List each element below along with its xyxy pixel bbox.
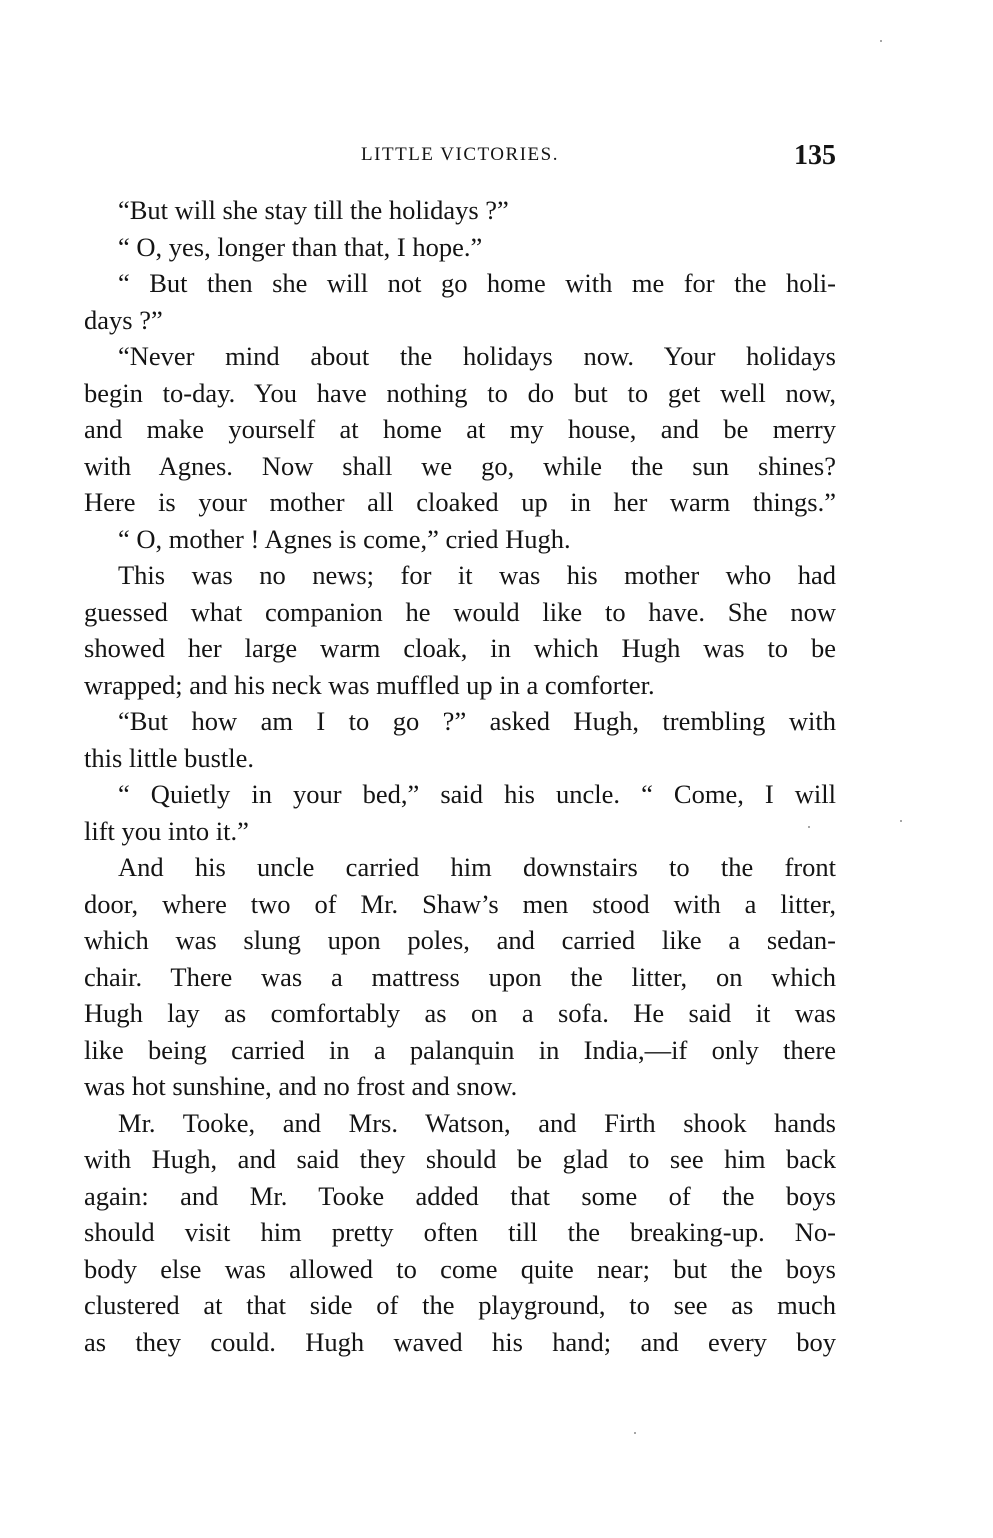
scan-speck bbox=[880, 40, 882, 42]
text-line: body else was allowed to come quite near; but the boys bbox=[84, 1253, 836, 1284]
text-line: like being carried in a palanquin in India,—if only there bbox=[84, 1034, 836, 1065]
text-line: Hugh lay as comfortably as on a sofa. He said it was bbox=[84, 998, 836, 1028]
text-line: again: and Mr. Tooke added that some of the boys bbox=[84, 1180, 836, 1211]
page-header bbox=[84, 140, 836, 176]
text-line: guessed what companion he would like to have. She now bbox=[84, 596, 836, 627]
text-line: “ Quietly in your bed,” said his uncle. “ Come, I will bbox=[118, 779, 836, 809]
text-line: Here is your mother all cloaked up in her warm things.” bbox=[84, 487, 836, 517]
text-line: with Agnes. Now shall we go, while the sun shines? bbox=[84, 450, 836, 481]
text-line: begin to-day. You have nothing to do but to get well now, bbox=[84, 377, 836, 408]
text-line: Mr. Tooke, and Mrs. Watson, and Firth shook hands bbox=[118, 1107, 836, 1138]
page-number: 135 bbox=[794, 140, 836, 171]
text-line: This was no news; for it was his mother who had bbox=[118, 560, 836, 590]
text-line: as they could. Hugh waved his hand; and every boy bbox=[84, 1326, 836, 1357]
scan-speck bbox=[808, 826, 810, 828]
scan-speck bbox=[900, 820, 902, 822]
text-line: days ?” bbox=[84, 304, 163, 335]
text-line: wrapped; and his neck was muffled up in a comforter. bbox=[84, 669, 655, 700]
text-line: clustered at that side of the playground, to see as much bbox=[84, 1290, 836, 1320]
body-text bbox=[84, 192, 836, 1360]
text-line: should visit him pretty often till the breaking-up. No- bbox=[84, 1217, 836, 1247]
scan-speck bbox=[634, 1432, 636, 1434]
text-line: this little bustle. bbox=[84, 742, 255, 773]
text-line: “But how am I to go ?” asked Hugh, trembling with bbox=[118, 706, 836, 736]
text-line: “ O, mother ! Agnes is come,” cried Hugh. bbox=[118, 523, 571, 554]
text-line: and make yourself at home at my house, and be merry bbox=[84, 414, 836, 444]
text-line: “ But then she will not go home with me for the holi- bbox=[118, 268, 836, 298]
text-line: showed her large warm cloak, in which Hugh was to be bbox=[84, 633, 836, 663]
text-line: which was slung upon poles, and carried like a sedan- bbox=[84, 925, 836, 955]
text-line: lift you into it.” bbox=[84, 815, 249, 846]
text-line: door, where two of Mr. Shaw’s men stood with a litter, bbox=[84, 888, 836, 919]
text-line: was hot sunshine, and no frost and snow. bbox=[84, 1071, 518, 1101]
text-line: And his uncle carried him downstairs to the front bbox=[118, 852, 836, 882]
text-line: “ O, yes, longer than that, I hope.” bbox=[118, 231, 483, 262]
running-title: LITTLE VICTORIES. bbox=[361, 144, 559, 165]
text-line: “But will she stay till the holidays ?” bbox=[118, 195, 509, 225]
text-line: with Hugh, and said they should be glad to see him back bbox=[84, 1144, 836, 1174]
text-line: “Never mind about the holidays now. Your holidays bbox=[118, 341, 836, 371]
text-line: chair. There was a mattress upon the litter, on which bbox=[84, 961, 836, 992]
